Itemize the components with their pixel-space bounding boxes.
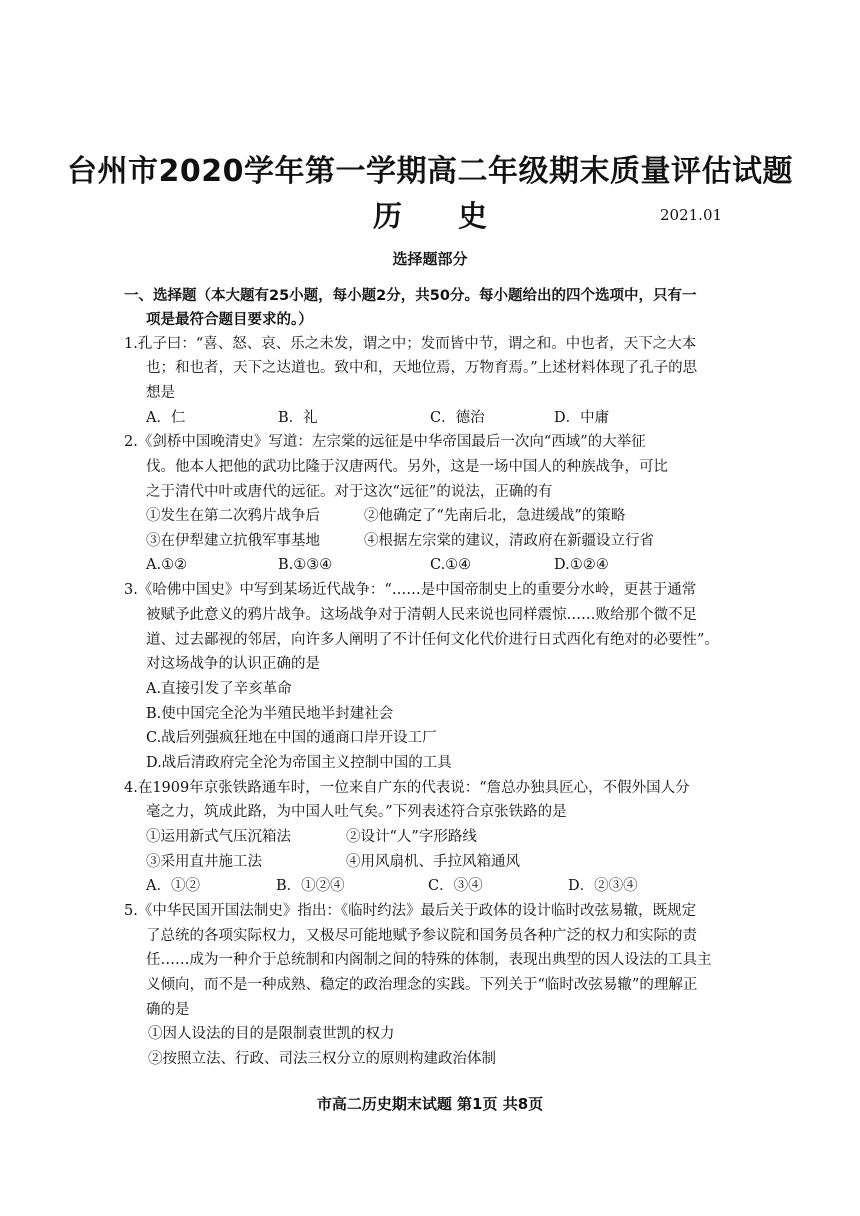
q4-option-b: B．①②④ xyxy=(276,878,345,894)
q2-statement-4: ④根据左宗棠的建议，清政府在新疆设立行省 xyxy=(364,533,654,549)
q2-statement-1: ①发生在第二次鸦片战争后 xyxy=(146,508,320,524)
q5-line-4: 义倾向，而不是一种成熟、稳定的政治理念的实践。下列关于“临时改弦易辙”的理解正 xyxy=(146,977,698,993)
q3-option-c: C.战后列强疯狂地在中国的通商口岸开设工厂 xyxy=(146,730,437,746)
q3-option-b: B.使中国完全沦为半殖民地半封建社会 xyxy=(146,706,394,722)
instructions-line-2: 项是最符合题目要求的。） xyxy=(146,312,313,328)
q5-line-3: 任……成为一种介于总统制和内阁制之间的特殊的体制，表现出典型的因人设法的工具主 xyxy=(146,952,712,968)
q5-statement-1: ①因人设法的目的是限制袁世凯的权力 xyxy=(148,1026,395,1042)
q2-line-2: 伐。他本人把他的武功比隆于汉唐两代。另外，这是一场中国人的种族战争，可比 xyxy=(146,459,668,475)
section-heading: 选择题部分 xyxy=(392,250,468,268)
q4-statement-3: ③采用直井施工法 xyxy=(146,854,262,870)
q1-line-2: 也；和也者，天下之达道也。致中和，天地位焉，万物育焉。”上述材料体现了孔子的思 xyxy=(146,360,698,376)
q5-line-5: 确的是 xyxy=(146,1002,190,1018)
q3-line-4: 对这场战争的认识正确的是 xyxy=(146,656,320,672)
subject-text: 历史 xyxy=(372,199,543,233)
q1-option-c: C．德治 xyxy=(430,410,485,426)
exam-date: 2021.01 xyxy=(660,206,723,224)
q3-line-1: 3.《哈佛中国史》中写到某场近代战争：“……是中国帝制史上的重要分水岭，更甚于通常 xyxy=(124,582,697,598)
q5-statement-2: ②按照立法、行政、司法三权分立的原则构建政治体制 xyxy=(148,1051,496,1067)
q5-line-2: 了总统的各项实际权力，又极尽可能地赋予参议院和国务员各种广泛的权力和实际的责 xyxy=(146,928,697,944)
q2-option-a: A.①② xyxy=(146,557,188,573)
q1-line-3: 想是 xyxy=(146,385,175,401)
q2-line-1: 2.《剑桥中国晚清史》写道：左宗棠的远征是中华帝国最后一次向“西域”的大举征 xyxy=(124,434,646,450)
q2-statement-3: ③在伊犁建立抗俄军事基地 xyxy=(146,533,320,549)
q4-option-c: C．③④ xyxy=(428,878,483,894)
q4-line-2: 毫之力，筑成此路，为中国人吐气矣。”下列表述符合京张铁路的是 xyxy=(146,804,567,820)
instructions-line-1: 一、选择题（本大题有25小题，每小题2分，共50分。每小题给出的四个选项中，只有一 xyxy=(124,288,697,304)
q2-statement-2: ②他确定了“先南后北，急进缓战”的策略 xyxy=(364,508,626,524)
q2-line-3: 之于清代中叶或唐代的远征。对于这次“远征”的说法，正确的有 xyxy=(146,484,553,500)
page-footer: 市高二历史期末试题 第1页 共8页 xyxy=(316,1095,544,1113)
q4-statement-4: ④用风扇机、手拉风箱通风 xyxy=(346,854,520,870)
q5-line-1: 5.《中华民国开国法制史》指出：《临时约法》最后关于政体的设计临时改弦易辙，既规定 xyxy=(124,903,697,919)
q1-option-d: D．中庸 xyxy=(554,410,610,426)
q1-option-a: A．仁 xyxy=(146,410,186,426)
q4-option-a: A．①② xyxy=(146,878,200,894)
q4-statement-2: ②设计“人”字形路线 xyxy=(346,829,477,845)
exam-title: 台州市2020学年第一学期高二年级期末质量评估试题 xyxy=(67,154,793,189)
q2-option-c: C.①④ xyxy=(430,557,472,573)
q3-option-a: A.直接引发了辛亥革命 xyxy=(146,681,292,697)
q3-option-d: D.战后清政府完全沦为帝国主义控制中国的工具 xyxy=(146,755,452,771)
q3-line-2: 被赋予此意义的鸦片战争。这场战争对于清朝人民来说也同样震惊……败给那个微不足 xyxy=(146,607,697,623)
q4-option-d: D．②③④ xyxy=(568,878,638,894)
q3-line-3: 道、过去鄙视的邻居，向许多人阐明了不计任何文化代价进行日式西化有绝对的必要性”。 xyxy=(146,632,719,648)
subject-heading xyxy=(0,194,860,235)
q4-line-1: 4.在1909年京张铁路通车时，一位来自广东的代表说：“詹总办独具匠心，不假外国人分 xyxy=(124,780,690,796)
q1-line-1: 1.孔子曰：“喜、怒、哀、乐之未发，谓之中；发而皆中节，谓之和。中也者，天下之大本 xyxy=(124,336,697,352)
q1-option-b: B．礼 xyxy=(278,410,318,426)
q4-statement-1: ①运用新式气压沉箱法 xyxy=(146,829,291,845)
q2-option-d: D.①②④ xyxy=(554,557,609,573)
q2-option-b: B.①③④ xyxy=(278,557,333,573)
